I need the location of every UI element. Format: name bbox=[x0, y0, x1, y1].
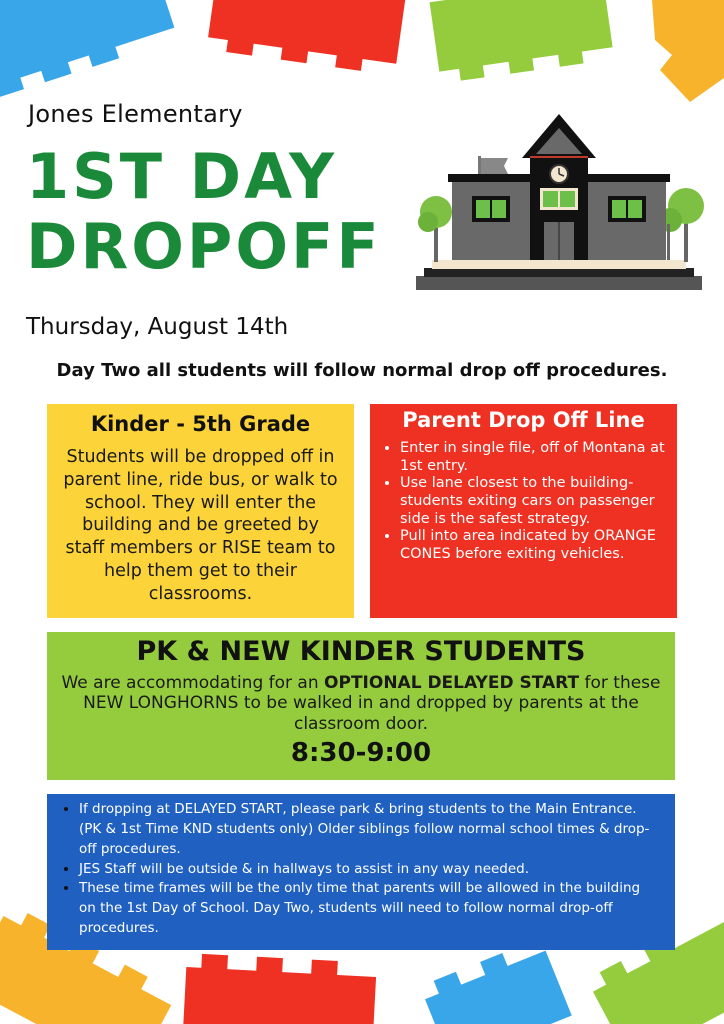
list-item: • These time frames will be the only time that parents will be allowed in the building on the 1st Day of School. Day Two, students will need to follow normal drop-off procedures. bbox=[79, 879, 661, 939]
blue-block-top-left bbox=[0, 0, 178, 101]
title-line-1: 1ST DAY bbox=[26, 140, 338, 213]
kinder-text: Students will be dropped off in parent line, ride bus, or walk to school. They will enter the building and be greeted by staff members or RISE team to help them get to their classrooms. bbox=[63, 447, 338, 604]
day-two-note: Day Two all students will follow normal drop off procedures. bbox=[56, 360, 668, 381]
title-line-2: DROPOFF bbox=[26, 210, 382, 283]
flag-icon bbox=[481, 158, 508, 174]
list-item: • Pull into area indicated by ORANGE CONES before exiting vehicles. bbox=[400, 528, 665, 563]
list-item: • Use lane closest to the building-students exiting cars on passenger side is the safest strategy. bbox=[400, 475, 665, 528]
list-item: • Enter in single file, off of Montana at 1st entry. bbox=[400, 440, 665, 475]
kinder-5th-grade-box bbox=[47, 404, 354, 618]
red-block-bottom bbox=[183, 953, 377, 1024]
parent-list bbox=[382, 440, 665, 564]
pk-heading: PK & NEW KINDER STUDENTS bbox=[136, 636, 586, 667]
orange-block-top-right bbox=[652, 0, 724, 102]
pk-new-kinder-box bbox=[47, 632, 675, 780]
parent-heading: Parent Drop Off Line bbox=[402, 408, 645, 432]
pk-text bbox=[57, 673, 665, 734]
pk-time-range: 8:30-9:00 bbox=[290, 738, 432, 769]
optional-delayed-start: OPTIONAL DELAYED START bbox=[324, 673, 580, 693]
red-block-top bbox=[206, 0, 406, 76]
list-item: • If dropping at DELAYED START, please park & bring students to the Main Entrance. (PK & 1st Time KND students only) Older siblings follow normal school times & drop-off procedures. bbox=[79, 800, 661, 860]
pk-text-start: We are accommodating for an bbox=[61, 673, 325, 693]
details-list bbox=[61, 800, 661, 939]
blue-block-bottom bbox=[420, 938, 572, 1024]
school-name: Jones Elementary bbox=[28, 100, 243, 128]
school-building-illustration bbox=[412, 112, 708, 294]
pk-text-end: for these NEW LONGHORNS to be walked in and dropped by parents at the classroom door. bbox=[83, 673, 661, 734]
parent-drop-off-box bbox=[370, 404, 677, 618]
kinder-heading: Kinder - 5th Grade bbox=[90, 412, 311, 436]
details-box bbox=[47, 794, 675, 950]
event-date: Thursday, August 14th bbox=[26, 314, 289, 340]
green-block-top bbox=[430, 0, 615, 83]
list-item: • JES Staff will be outside & in hallways to assist in any way needed. bbox=[79, 860, 661, 880]
